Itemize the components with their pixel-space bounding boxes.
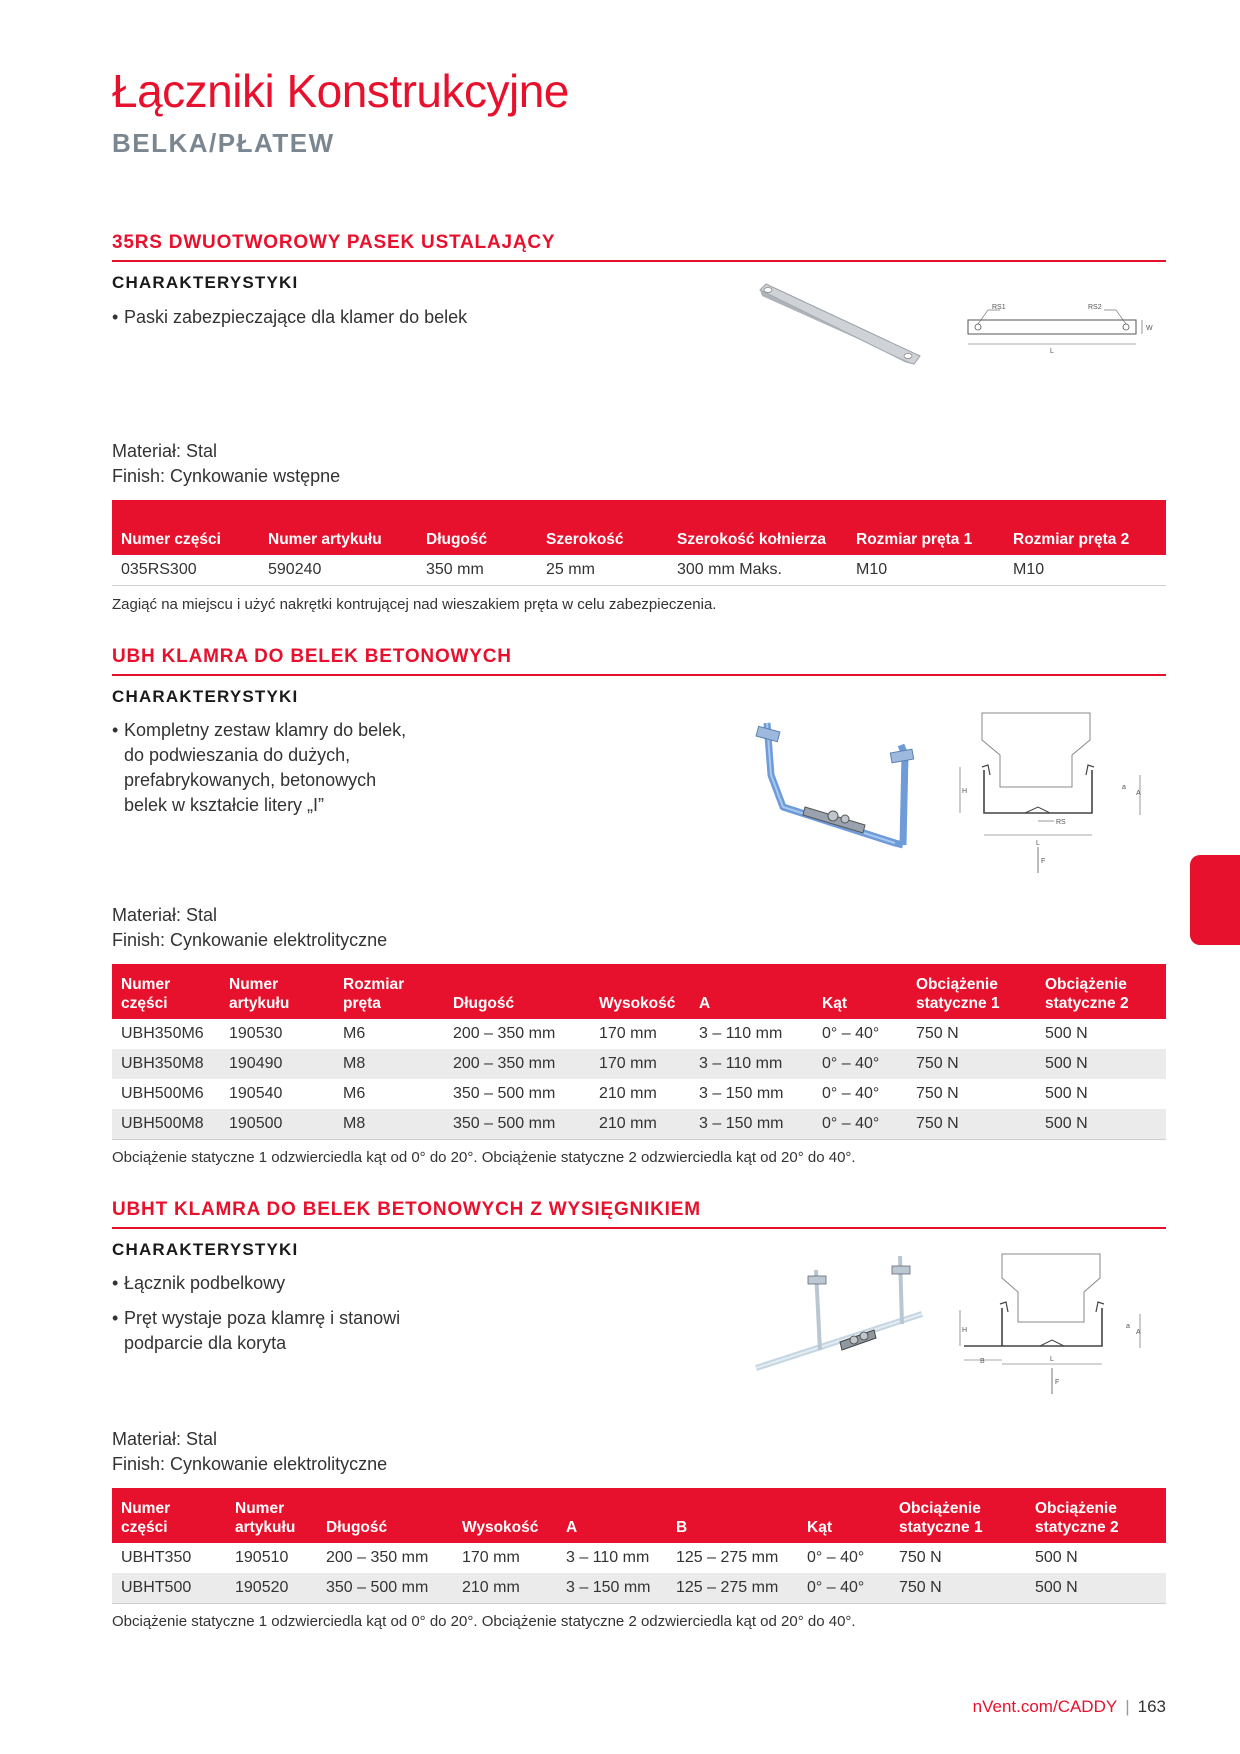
- cell: 500 N: [1035, 1549, 1078, 1566]
- cell: 170 mm: [590, 1049, 690, 1079]
- cell: 350 – 500 mm: [444, 1109, 590, 1140]
- col-header-line: Obciążenie: [916, 976, 998, 993]
- col-header-line: pręta: [343, 995, 381, 1012]
- col-header-line: Wysokość: [599, 995, 676, 1012]
- cell: UBH350M6: [121, 1025, 204, 1042]
- cell: 25 mm: [537, 555, 668, 586]
- col-header-line: B: [676, 1519, 688, 1536]
- col-header: Szerokość: [537, 500, 668, 555]
- label-w: W: [1146, 325, 1153, 332]
- col-header: [690, 964, 813, 1019]
- col-header: Szerokość kołnierza: [668, 500, 847, 555]
- cell: UBH500M8: [112, 1109, 220, 1140]
- material-label: Materiał: Stal: [112, 441, 218, 461]
- feature-list: [112, 1271, 432, 1366]
- cell: 300 mm Maks.: [668, 555, 847, 586]
- cell: 750 N: [916, 1025, 959, 1042]
- cell: 190540: [229, 1085, 283, 1102]
- ubht-drawing: [950, 1248, 1150, 1398]
- cell: 200 – 350 mm: [453, 1025, 556, 1042]
- cell: 350 – 500 mm: [317, 1573, 453, 1604]
- col-header-line: [326, 1499, 444, 1518]
- label-A: A: [1136, 790, 1141, 797]
- material-text: [112, 1427, 387, 1477]
- cell: M6: [343, 1085, 366, 1102]
- hole-icon: [904, 354, 912, 359]
- cell: 750 N: [890, 1573, 1026, 1604]
- feature-item: • Paski zabezpieczające dla klamer do belek: [112, 305, 532, 330]
- col-header: [813, 964, 907, 1019]
- cell: 125 – 275 mm: [667, 1573, 798, 1604]
- feature-item: • Kompletny zestaw klamry do belek, do podwieszania do dużych, prefabrykowanych, betonowych belek w kształcie litery „I”: [112, 718, 422, 818]
- col-header: [112, 964, 220, 1019]
- strap-product-image: [750, 280, 930, 370]
- material-label: Materiał: Stal: [112, 905, 218, 925]
- cell: M8: [334, 1109, 444, 1140]
- col-header-line: [699, 975, 804, 994]
- col-header-line: [807, 1499, 881, 1518]
- cell: UBH350M8: [112, 1049, 220, 1079]
- col-header-line: Numer: [235, 1500, 285, 1517]
- cell: 0° – 40°: [798, 1573, 890, 1604]
- cell: 0° – 40°: [822, 1025, 880, 1042]
- cell: 3 – 150 mm: [699, 1085, 784, 1102]
- table-note: Obciążenie statyczne 1 odzwierciedla kąt od 0° do 20°. Obciążenie statyczne 2 odzwierciedla kąt od 20° do 40°.: [112, 1613, 856, 1630]
- cell: 350 mm: [417, 555, 537, 586]
- feature-item: • Pręt wystaje poza klamrę i stanowi podparcie dla koryta: [112, 1306, 432, 1356]
- cell: 210 mm: [590, 1109, 690, 1140]
- label-h: H: [962, 1327, 968, 1334]
- feature-list: [112, 718, 422, 828]
- ubht-product-image: [750, 1250, 930, 1380]
- ubh-drawing: [950, 705, 1150, 875]
- char-heading: CHARAKTERYSTYKI: [112, 687, 299, 706]
- col-header-line: części: [121, 995, 168, 1012]
- hole-icon: [764, 288, 772, 293]
- finish-label: Finish: Cynkowanie elektrolityczne: [112, 1454, 388, 1474]
- section-heading-35rs: 35RS DWUOTWOROWY PASEK USTALAJĄCY: [112, 232, 1166, 262]
- col-header: [444, 964, 590, 1019]
- page-subtitle: BELKA/PŁATEW: [112, 128, 335, 158]
- cell: 035RS300: [112, 555, 259, 586]
- col-header: [798, 1488, 890, 1543]
- label-l: L: [1036, 840, 1040, 847]
- footer-site-link[interactable]: nVent.com/CADDY: [972, 1697, 1118, 1716]
- cell: 0° – 40°: [813, 1109, 907, 1140]
- table-row: [112, 555, 1166, 586]
- col-header-line: Długość: [326, 1519, 388, 1536]
- label-rs: RS: [1056, 819, 1066, 826]
- label-f: F: [1041, 858, 1046, 865]
- col-header: [1026, 1488, 1166, 1543]
- col-header-line: [676, 1499, 789, 1518]
- cell: UBH500M6: [121, 1085, 204, 1102]
- strap-drawing: [960, 300, 1160, 360]
- cell: 750 N: [907, 1049, 1036, 1079]
- col-header: [890, 1488, 1026, 1543]
- col-header: Długość: [417, 500, 537, 555]
- col-header-line: artykułu: [235, 1519, 296, 1536]
- col-header-line: Obciążenie: [1035, 1500, 1117, 1517]
- col-header: [112, 1488, 226, 1543]
- material-text: [112, 903, 387, 953]
- char-heading: CHARAKTERYSTYKI: [112, 273, 299, 292]
- label-f: F: [1055, 1379, 1060, 1386]
- cell: 3 – 110 mm: [699, 1025, 783, 1042]
- cell: 190500: [220, 1109, 334, 1140]
- col-header: [220, 964, 334, 1019]
- col-header: [317, 1488, 453, 1543]
- cell: 750 N: [916, 1085, 959, 1102]
- col-header-line: Kąt: [807, 1519, 832, 1536]
- col-header-line: Numer: [121, 1500, 171, 1517]
- ubh-product-image: [745, 715, 935, 855]
- cell: 500 N: [1026, 1573, 1166, 1604]
- feature-item: • Łącznik podbelkowy: [112, 1271, 432, 1296]
- col-header-line: Numer: [229, 976, 279, 993]
- col-header: Rozmiar pręta 2: [1004, 500, 1166, 555]
- finish-label: Finish: Cynkowanie elektrolityczne: [112, 930, 388, 950]
- cell: 3 – 110 mm: [566, 1549, 650, 1566]
- col-header-line: [566, 1499, 658, 1518]
- material-label: Materiał: Stal: [112, 1429, 218, 1449]
- col-header-line: [453, 975, 581, 994]
- table-row: [112, 1049, 1166, 1079]
- col-header: [334, 964, 444, 1019]
- col-header: [226, 1488, 317, 1543]
- cell: 750 N: [899, 1549, 942, 1566]
- cell: 0° – 40°: [813, 1049, 907, 1079]
- col-header-line: Wysokość: [462, 1519, 539, 1536]
- page-number: 163: [1137, 1697, 1166, 1716]
- cell: 500 N: [1036, 1049, 1166, 1079]
- table-row: [112, 1543, 1166, 1573]
- table-note: Obciążenie statyczne 1 odzwierciedla kąt od 0° do 20°. Obciążenie statyczne 2 odzwierciedla kąt od 20° do 40°.: [112, 1149, 856, 1166]
- col-header-line: [599, 975, 681, 994]
- table-row: [112, 1573, 1166, 1604]
- cell: 500 N: [1036, 1109, 1166, 1140]
- footer-separator: |: [1125, 1697, 1130, 1716]
- col-header-line: statyczne 1: [899, 1519, 983, 1536]
- spec-table-35rs: [112, 500, 1166, 586]
- table-row: [112, 1079, 1166, 1109]
- col-header-line: [822, 975, 898, 994]
- col-header: [1036, 964, 1166, 1019]
- footer: [973, 1697, 1166, 1717]
- label-l: L: [1050, 348, 1054, 355]
- col-header-line: Długość: [453, 995, 515, 1012]
- section-heading-ubh: UBH KLAMRA DO BELEK BETONOWYCH: [112, 646, 1166, 676]
- cell: UBHT500: [112, 1573, 226, 1604]
- col-header-line: statyczne 1: [916, 995, 1000, 1012]
- col-header: Numer części: [112, 500, 259, 555]
- label-a: a: [1126, 1323, 1130, 1330]
- cell: M8: [334, 1049, 444, 1079]
- cell: 0° – 40°: [807, 1549, 865, 1566]
- section-heading-ubht: UBHT KLAMRA DO BELEK BETONOWYCH Z WYSIĘGNIKIEM: [112, 1199, 1166, 1229]
- col-header: Numer artykułu: [259, 500, 417, 555]
- label-rs1: RS1: [992, 304, 1006, 311]
- cell: 3 – 150 mm: [557, 1573, 667, 1604]
- cell: 170 mm: [599, 1025, 657, 1042]
- cell: 500 N: [1045, 1025, 1088, 1042]
- col-header: [907, 964, 1036, 1019]
- cell: M10: [1004, 555, 1166, 586]
- cell: 190490: [220, 1049, 334, 1079]
- cell: 210 mm: [599, 1085, 657, 1102]
- cell: 190510: [235, 1549, 289, 1566]
- table-row: [112, 1019, 1166, 1049]
- col-header: [453, 1488, 557, 1543]
- label-rs2: RS2: [1088, 304, 1102, 311]
- cell: 125 – 275 mm: [676, 1549, 779, 1566]
- cell: 350 – 500 mm: [453, 1085, 556, 1102]
- char-heading: CHARAKTERYSTYKI: [112, 1240, 299, 1259]
- col-header-line: statyczne 2: [1035, 1519, 1119, 1536]
- col-header-line: Rozmiar: [343, 976, 405, 993]
- col-header-line: części: [121, 1519, 168, 1536]
- cell: 200 – 350 mm: [444, 1049, 590, 1079]
- cell: 750 N: [907, 1109, 1036, 1140]
- col-header-line: artykułu: [229, 995, 290, 1012]
- cell: 3 – 150 mm: [690, 1109, 813, 1140]
- col-header: [667, 1488, 798, 1543]
- col-header-line: statyczne 2: [1045, 995, 1129, 1012]
- col-header-line: Obciążenie: [1045, 976, 1127, 993]
- cell: 200 – 350 mm: [326, 1549, 429, 1566]
- cell: 0° – 40°: [822, 1085, 880, 1102]
- cell: 500 N: [1045, 1085, 1088, 1102]
- cell: UBHT350: [121, 1549, 192, 1566]
- table-note: Zagiąć na miejscu i użyć nakrętki kontrującej nad wieszakiem pręta w celu zabezpieczenia.: [112, 596, 717, 613]
- cell: 210 mm: [453, 1573, 557, 1604]
- finish-label: Finish: Cynkowanie wstępne: [112, 466, 341, 486]
- col-header: [590, 964, 690, 1019]
- cell: 590240: [259, 555, 417, 586]
- spec-table-ubh: [112, 964, 1166, 1140]
- label-A: A: [1136, 1329, 1141, 1336]
- col-header: [557, 1488, 667, 1543]
- col-header-line: A: [566, 1519, 578, 1536]
- label-l: L: [1050, 1356, 1054, 1363]
- col-header: Rozmiar pręta 1: [847, 500, 1004, 555]
- cell: M10: [847, 555, 1004, 586]
- feature-list: [112, 305, 532, 340]
- cell: M6: [343, 1025, 366, 1042]
- cell: 170 mm: [462, 1549, 520, 1566]
- col-header-line: Numer: [121, 976, 171, 993]
- label-h: H: [962, 788, 968, 795]
- cell: 3 – 110 mm: [690, 1049, 813, 1079]
- col-header-line: A: [699, 995, 711, 1012]
- col-header-line: Kąt: [822, 995, 847, 1012]
- col-header-line: [462, 1499, 548, 1518]
- table-row: [112, 1109, 1166, 1140]
- cell: 190520: [226, 1573, 317, 1604]
- section-tab-marker: [1190, 855, 1240, 945]
- page-title: Łączniki Konstrukcyjne: [112, 65, 569, 117]
- col-header-line: Obciążenie: [899, 1500, 981, 1517]
- cell: 190530: [229, 1025, 283, 1042]
- material-text: [112, 439, 340, 489]
- spec-table-ubht: [112, 1488, 1166, 1604]
- label-b: B: [980, 1358, 985, 1365]
- label-a: a: [1122, 784, 1126, 791]
